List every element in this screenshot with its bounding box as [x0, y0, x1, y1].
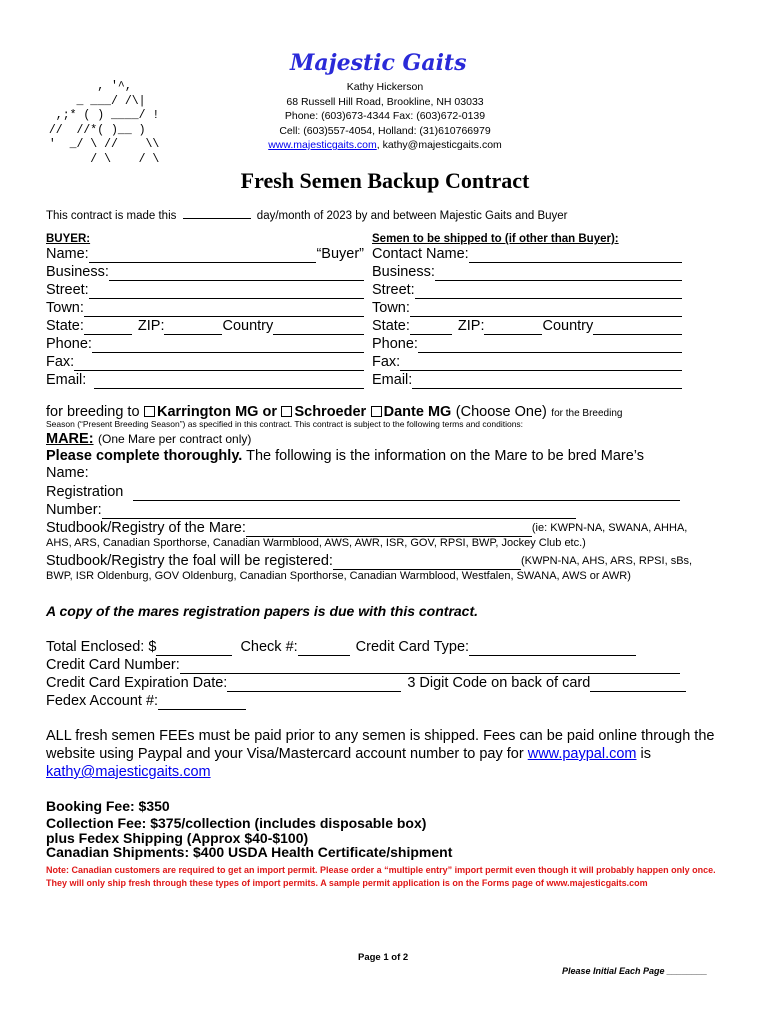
- buyer-phone-row: [46, 335, 364, 353]
- mare-instructions-rest: The following is the information on the Mare to be bred Mare’s: [246, 448, 645, 464]
- fees-is: is: [640, 746, 652, 762]
- buyer-email-row: [46, 371, 364, 389]
- mare-name-label: Name:: [46, 465, 89, 481]
- fee-list: [46, 798, 452, 861]
- cvv-field[interactable]: [590, 678, 686, 692]
- buyer-fax-row: [46, 353, 364, 371]
- initial-each-page: Please Initial Each Page ________: [562, 966, 708, 976]
- buyer-fax-label: Fax:: [46, 354, 75, 370]
- shipto-street-row: [372, 281, 682, 299]
- page-number: Page 1 of 2: [358, 952, 409, 963]
- shipto-business-row: [372, 263, 682, 281]
- mare-registration-label: Registration: [46, 484, 124, 500]
- buyer-street-label: Street:: [46, 282, 89, 298]
- expiration-label: Credit Card Expiration Date:: [46, 675, 228, 691]
- buyer-country-field[interactable]: [273, 321, 364, 335]
- payment-row-3: [46, 674, 686, 692]
- breeding-prefix: for breeding to: [46, 404, 140, 420]
- check-number-field[interactable]: [298, 642, 350, 656]
- paypal-link[interactable]: www.paypal.com: [527, 746, 637, 762]
- foal-registry-row: [46, 552, 746, 570]
- foal-registry-examples-cont: BWP, ISR Oldenburg, GOV Oldenburg, Canadian Sporthorse, Canadian Warmblood, Westfalen, SWANA, AWS or AWR): [46, 570, 631, 582]
- fees-paragraph: [46, 727, 726, 781]
- shipto-phone-field[interactable]: [418, 339, 682, 353]
- shipto-street-label: Street:: [372, 282, 415, 298]
- card-number-label: Credit Card Number:: [46, 657, 180, 673]
- buyer-business-field[interactable]: [109, 267, 364, 281]
- stallion-option-dante: Dante MG: [383, 404, 452, 420]
- payment-row-4: [46, 692, 246, 710]
- stallion-checkbox-dante[interactable]: [371, 406, 382, 417]
- stallion-checkbox-schroeder[interactable]: [281, 406, 292, 417]
- mare-studbook-examples: (ie: KWPN-NA, SWANA, AHHA,: [531, 522, 688, 534]
- buyer-email-label: Email:: [46, 372, 87, 388]
- buyer-heading: BUYER:: [46, 233, 91, 245]
- page-title: Fresh Semen Backup Contract: [240, 168, 530, 193]
- shipto-zip-label: ZIP:: [457, 318, 485, 334]
- buyer-name-label: Name:: [46, 246, 89, 262]
- registration-papers-note: A copy of the mares registration papers is due with this contract.: [46, 603, 479, 619]
- shipto-contact-label: Contact Name:: [372, 246, 469, 262]
- shipto-email-row: [372, 371, 682, 389]
- check-number-label: Check #:: [240, 639, 298, 655]
- mare-studbook-examples-cont: AHS, ARS, Canadian Sporthorse, Canadian Warmblood, AWS, AWR, ISR, GOV, RPSI, BWP, Jockey Club etc.): [46, 537, 586, 549]
- buyer-phone-field[interactable]: [92, 339, 364, 353]
- buyer-zip-field[interactable]: [164, 321, 222, 335]
- shipto-country-field[interactable]: [593, 321, 682, 335]
- buyer-country-label: Country: [222, 318, 274, 334]
- shipto-town-label: Town:: [372, 300, 410, 316]
- buyer-tag: “Buyer”: [316, 246, 364, 262]
- mare-heading: MARE:: [46, 431, 94, 447]
- shipto-business-field[interactable]: [435, 267, 682, 281]
- contact-phone-fax: Phone: (603)673-4344 Fax: (603)672-0139: [284, 110, 486, 122]
- stallion-option-karrington: Karrington MG or: [156, 404, 277, 420]
- stallion-option-schroeder: Schroeder: [294, 404, 367, 420]
- foal-registry-examples: (KWPN-NA, AHS, ARS, RPSI, sBs,: [520, 555, 693, 567]
- card-type-label: Credit Card Type:: [355, 639, 470, 655]
- foal-registry-field[interactable]: [333, 556, 521, 570]
- fedex-account-label: Fedex Account #:: [46, 693, 159, 709]
- buyer-state-label: State:: [46, 318, 84, 334]
- shipto-town-row: [372, 299, 682, 317]
- shipto-fax-field[interactable]: [400, 357, 682, 371]
- shipto-country-label: Country: [542, 318, 594, 334]
- contact-email: , kathy@majesticgaits.com: [376, 139, 502, 151]
- fedex-account-field[interactable]: [158, 696, 246, 710]
- card-number-field[interactable]: [180, 660, 680, 674]
- mare-studbook-row: [46, 519, 736, 537]
- collection-fee: Collection Fee: $375/collection (includes disposable box): [46, 815, 427, 831]
- cvv-label: 3 Digit Code on back of card: [407, 675, 591, 691]
- stallion-checkbox-karrington[interactable]: [144, 406, 155, 417]
- payment-row-1: [46, 638, 636, 656]
- contact-address: 68 Russell Hill Road, Brookline, NH 03033: [286, 95, 484, 108]
- card-type-field[interactable]: [469, 642, 636, 656]
- total-enclosed-field[interactable]: [156, 642, 232, 656]
- intro-prefix: This contract is made this: [46, 210, 177, 222]
- contact-block: [250, 80, 520, 153]
- contact-web-email: [250, 138, 520, 153]
- horse-ascii-art: , '^, _ ___/ /\| ,;* ( ) ____/ ! // //*( )__ ) ' _/ \ // \\ / \ / \: [48, 80, 160, 166]
- buyer-street-row: [46, 281, 364, 299]
- shipto-town-field[interactable]: [410, 303, 682, 317]
- buyer-zip-label: ZIP:: [137, 318, 165, 334]
- mare-instructions: [46, 448, 644, 464]
- buyer-email-field[interactable]: [94, 375, 364, 389]
- buyer-business-label: Business:: [46, 264, 109, 280]
- buyer-phone-label: Phone:: [46, 336, 92, 352]
- buyer-state-field[interactable]: [84, 321, 132, 335]
- buyer-name-row: [46, 245, 364, 263]
- shipto-street-field[interactable]: [415, 285, 682, 299]
- shipto-fax-row: [372, 353, 682, 371]
- logo: Majestic Gaits: [290, 50, 467, 76]
- shipto-contact-row: [372, 245, 682, 263]
- mare-heading-note: (One Mare per contract only): [97, 432, 252, 446]
- shipto-state-field[interactable]: [410, 321, 452, 335]
- intro-suffix: day/month of 2023 by and between Majestic Gaits and Buyer: [256, 210, 568, 222]
- foal-registry-label: Studbook/Registry the foal will be registered:: [46, 553, 333, 569]
- expiration-field[interactable]: [227, 678, 401, 692]
- shipto-email-field[interactable]: [412, 375, 682, 389]
- season-note: Season (“Present Breeding Season”) as specified in this contract. This contract is subject to the following terms and conditions:: [46, 419, 524, 429]
- choose-one-note: (Choose One): [455, 404, 547, 420]
- shipto-state-label: State:: [372, 318, 410, 334]
- shipto-email-label: Email:: [372, 372, 413, 388]
- buyer-town-label: Town:: [46, 300, 84, 316]
- canadian-shipments-fee: Canadian Shipments: $400 USDA Health Certificate/shipment: [46, 844, 453, 860]
- buyer-town-field[interactable]: [84, 303, 364, 317]
- kathy-email-link[interactable]: kathy@majesticgaits.com: [46, 764, 211, 780]
- for-breeding-note: for the Breeding: [551, 408, 623, 419]
- shipto-phone-row: [372, 335, 682, 353]
- shipto-section: [372, 233, 682, 389]
- contact-name: Kathy Hickerson: [346, 81, 424, 93]
- shipto-heading: Semen to be shipped to (if other than Buyer):: [372, 233, 619, 245]
- mare-number-row: [46, 501, 576, 519]
- shipto-phone-label: Phone:: [372, 336, 418, 352]
- day-month-field[interactable]: [183, 205, 251, 219]
- shipto-fax-label: Fax:: [372, 354, 401, 370]
- total-enclosed-label: Total Enclosed: $: [46, 639, 157, 655]
- mare-registration-field[interactable]: [133, 487, 680, 501]
- buyer-section: [46, 233, 364, 389]
- shipto-zip-field[interactable]: [484, 321, 542, 335]
- fedex-shipping-fee: plus Fedex Shipping (Approx $40-$100): [46, 830, 309, 846]
- shipto-state-row: [372, 317, 682, 335]
- buyer-state-row: [46, 317, 364, 335]
- website-link[interactable]: www.majesticgaits.com: [268, 139, 377, 151]
- mare-registration-row: [46, 483, 680, 501]
- buyer-name-field[interactable]: [89, 249, 317, 263]
- mare-studbook-field[interactable]: [246, 523, 532, 537]
- canadian-note: Note: Canadian customers are required to get an import permit. Please order a “multiple entry” import permit even though it will probably happen only once. They will only ship fresh through these types of import permits. A sample permit application is on the Forms page of www.majesticgaits.com: [46, 865, 716, 888]
- shipto-business-label: Business:: [372, 264, 435, 280]
- buyer-fax-field[interactable]: [74, 357, 364, 371]
- mare-number-label: Number:: [46, 502, 102, 518]
- payment-row-2: [46, 656, 680, 674]
- fees-text: ALL fresh semen FEEs must be paid prior to any semen is shipped. Fees can be paid online through the website using Paypal and your Visa/Mastercard account number to pay for: [46, 728, 715, 762]
- buyer-street-field[interactable]: [89, 285, 364, 299]
- mare-studbook-label: Studbook/Registry of the Mare:: [46, 520, 246, 536]
- mare-heading-row: [46, 430, 251, 448]
- buyer-business-row: [46, 263, 364, 281]
- contact-cell: Cell: (603)557-4054, Holland: (31)610766979: [279, 124, 491, 137]
- contract-intro: [46, 205, 567, 222]
- complete-thoroughly: Please complete thoroughly.: [46, 448, 243, 464]
- shipto-contact-field[interactable]: [469, 249, 682, 263]
- buyer-town-row: [46, 299, 364, 317]
- booking-fee: Booking Fee: $350: [46, 798, 170, 814]
- mare-number-field[interactable]: [102, 505, 576, 519]
